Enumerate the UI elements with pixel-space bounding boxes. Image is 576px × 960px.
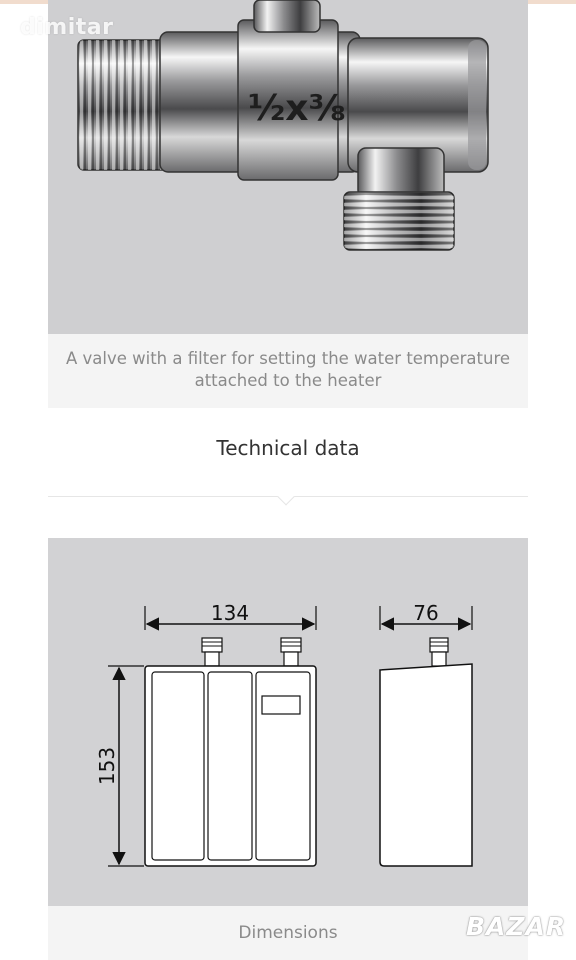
width-value: 134 <box>210 601 250 625</box>
left-thread <box>78 40 168 170</box>
heater-front-view <box>145 666 316 866</box>
watermark-bazar: BAZAR <box>466 912 567 941</box>
valve-illustration <box>48 0 528 334</box>
valve-marking: ½x⅜ <box>248 88 346 129</box>
dimensions-svg <box>48 538 528 906</box>
heater-side-view <box>380 638 472 866</box>
divider-notch <box>278 489 295 506</box>
front-connector-left <box>202 638 222 666</box>
valve-photo[interactable] <box>48 0 528 334</box>
dimensions-drawing[interactable] <box>48 538 528 906</box>
height-dimension <box>95 666 144 866</box>
front-connector-right <box>281 638 301 666</box>
valve-caption <box>48 334 528 408</box>
watermark-dimitar: dimitar <box>20 15 114 40</box>
section-title: Technical data <box>216 436 360 460</box>
width-dimension <box>145 601 316 630</box>
depth-dimension <box>380 601 472 630</box>
height-value: 153 <box>95 746 119 786</box>
valve-neck <box>358 148 444 198</box>
dimensions-caption: Dimensions <box>48 906 528 960</box>
valve-caption-line2: attached to the heater <box>194 371 382 390</box>
depth-value: 76 <box>413 601 439 625</box>
valve-caption-line1: A valve with a filter for setting the water temperature <box>65 349 511 368</box>
bottom-thread <box>344 192 454 250</box>
valve-knob <box>254 0 320 32</box>
